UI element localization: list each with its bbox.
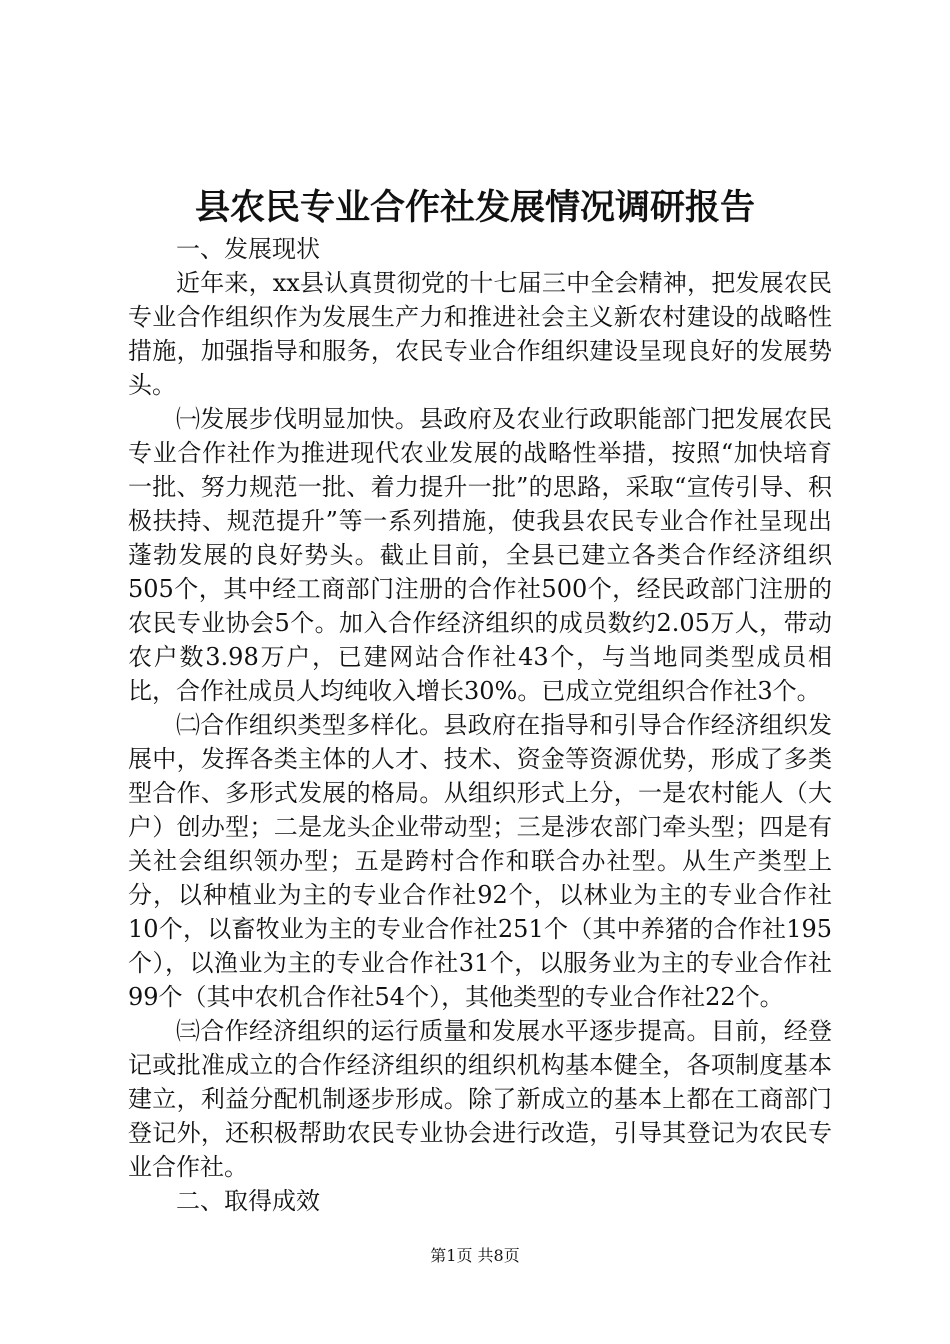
section-heading: 二、取得成效 — [176, 1187, 320, 1215]
paragraph: ㈢合作经济组织的运行质量和发展水平逐步提高。目前，经登记或批准成立的合作经济组织的组织机构基本健全，各项制度基本建立，利益分配机制逐步形成。除了新成立的基本上都在工商部门登记外，还积极帮助农民专业协会进行改造，引导其登记为农民专业合作社。 — [128, 1017, 832, 1181]
section-heading: 一、发展现状 — [176, 235, 320, 263]
paragraph: 近年来，xx县认真贯彻党的十七届三中全会精神，把发展农民专业合作组织作为发展生产力和推进社会主义新农村建设的战略性措施，加强指导和服务，农民专业合作组织建设呈现良好的发展势头。 — [128, 269, 832, 399]
paragraph: ㈡合作组织类型多样化。县政府在指导和引导合作经济组织发展中，发挥各类主体的人才、技术、资金等资源优势，形成了多类型合作、多形式发展的格局。从组织形式上分，一是农村能人（大户）创办型；二是龙头企业带动型；三是涉农部门牵头型；四是有关社会组织领办型；五是跨村合作和联合办社型。从生产类型上分，以种植业为主的专业合作社92个，以林业为主的专业合作社10个，以畜牧业为主的专业合作社251个（其中养猪的合作社195个），以渔业为主的专业合作社31个，以服务业为主的专业合作社99个（其中农机合作社54个），其他类型的专业合作社22个。 — [128, 711, 832, 1011]
document-body — [128, 232, 832, 1218]
document-title: 县农民专业合作社发展情况调研报告 — [194, 187, 755, 228]
paragraph: ㈠发展步伐明显加快。县政府及农业行政职能部门把发展农民专业合作社作为推进现代农业发展的战略性举措，按照“加快培育一批、努力规范一批、着力提升一批”的思路，采取“宣传引导、积极扶持、规范提升”等一系列措施，使我县农民专业合作社呈现出蓬勃发展的良好势头。截止目前，全县已建立各类合作经济组织505个，其中经工商部门注册的合作社500个，经民政部门注册的农民专业协会5个。加入合作经济组织的成员数约2.05万人，带动农户数3.98万户，已建网站合作社43个，与当地同类型成员相比，合作社成员人均纯收入增长30%。已成立党组织合作社3个。 — [128, 405, 832, 705]
page-footer: 第1页 共8页 — [430, 1246, 520, 1265]
